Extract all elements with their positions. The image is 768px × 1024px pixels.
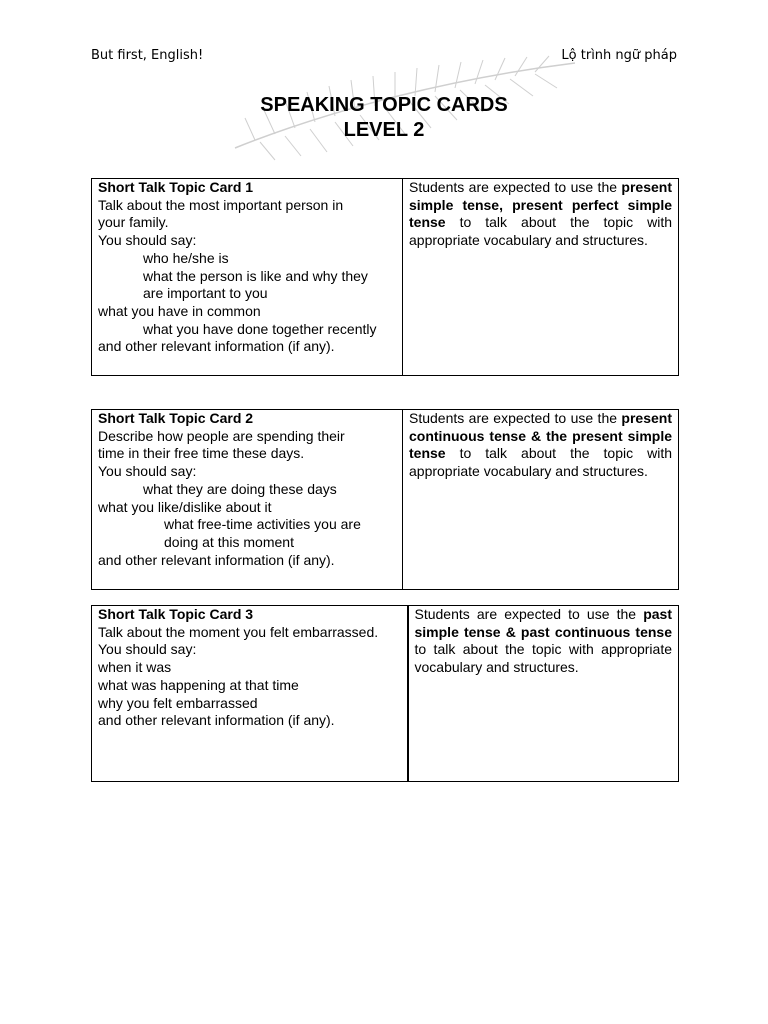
expectation-tense: present simple tense, present perfect simple tense [409, 179, 672, 231]
card-line: Describe how people are spending their [98, 427, 345, 444]
card-2-expectation [403, 410, 679, 590]
header-left-text: But first, English! [91, 48, 204, 63]
card-1-prompt [92, 179, 403, 376]
card-line: what free-time activities you are [164, 516, 361, 533]
topic-card-1 [91, 178, 679, 376]
card-2-heading: Short Talk Topic Card 2 [98, 410, 254, 426]
expectation-text: to talk about the topic with appropriate vocabulary and structures. [409, 214, 672, 249]
card-line: what the person is like and why they [143, 267, 368, 284]
header-right-text: Lộ trình ngữ pháp [561, 48, 677, 63]
card-1-heading: Short Talk Topic Card 1 [98, 179, 254, 195]
expectation-tense: present continuous tense & the present simple tense [409, 410, 672, 462]
card-line: Talk about the moment you felt embarrassed. [98, 623, 379, 640]
card-line: what you like/dislike about it [98, 498, 272, 515]
card-line: your family. [98, 214, 169, 231]
card-line: and other relevant information (if any). [98, 712, 335, 729]
card-line: You should say: [98, 232, 197, 249]
card-3-expectation [408, 606, 679, 782]
expectation-text: to talk about the topic with appropriate vocabulary and structures. [409, 445, 672, 480]
expectation-text: Students are expected to use the [414, 606, 644, 622]
card-3-heading: Short Talk Topic Card 3 [98, 606, 254, 622]
card-2-prompt [92, 410, 403, 590]
card-line: who he/she is [143, 249, 229, 266]
page-title: SPEAKING TOPIC CARDS [260, 94, 508, 116]
expectation-text: to talk about the topic with appropriate vocabulary and structures. [414, 641, 672, 676]
page-subtitle: LEVEL 2 [343, 119, 425, 141]
card-line: what you have in common [98, 302, 261, 319]
card-3-prompt [92, 606, 408, 782]
card-line: You should say: [98, 463, 197, 480]
card-line: why you felt embarrassed [98, 694, 258, 711]
card-line: what you have done together recently [143, 320, 377, 337]
card-line: Talk about the most important person in [98, 196, 344, 213]
expectation-text: Students are expected to use the [409, 179, 622, 195]
topic-card-2 [91, 409, 679, 590]
card-line: You should say: [98, 641, 197, 658]
card-line: time in their free time these days. [98, 445, 305, 462]
card-line: are important to you [143, 285, 268, 302]
card-line: what they are doing these days [143, 480, 337, 497]
card-line: and other relevant information (if any). [98, 338, 335, 355]
expectation-text: Students are expected to use the [409, 410, 622, 426]
card-line: and other relevant information (if any). [98, 551, 335, 568]
expectation-tense: past simple tense & past continuous tense [414, 606, 672, 640]
card-line: what was happening at that time [98, 676, 299, 693]
card-line: when it was [98, 659, 172, 676]
card-1-expectation [403, 179, 679, 376]
topic-card-3 [91, 605, 679, 782]
card-line: doing at this moment [164, 533, 294, 550]
